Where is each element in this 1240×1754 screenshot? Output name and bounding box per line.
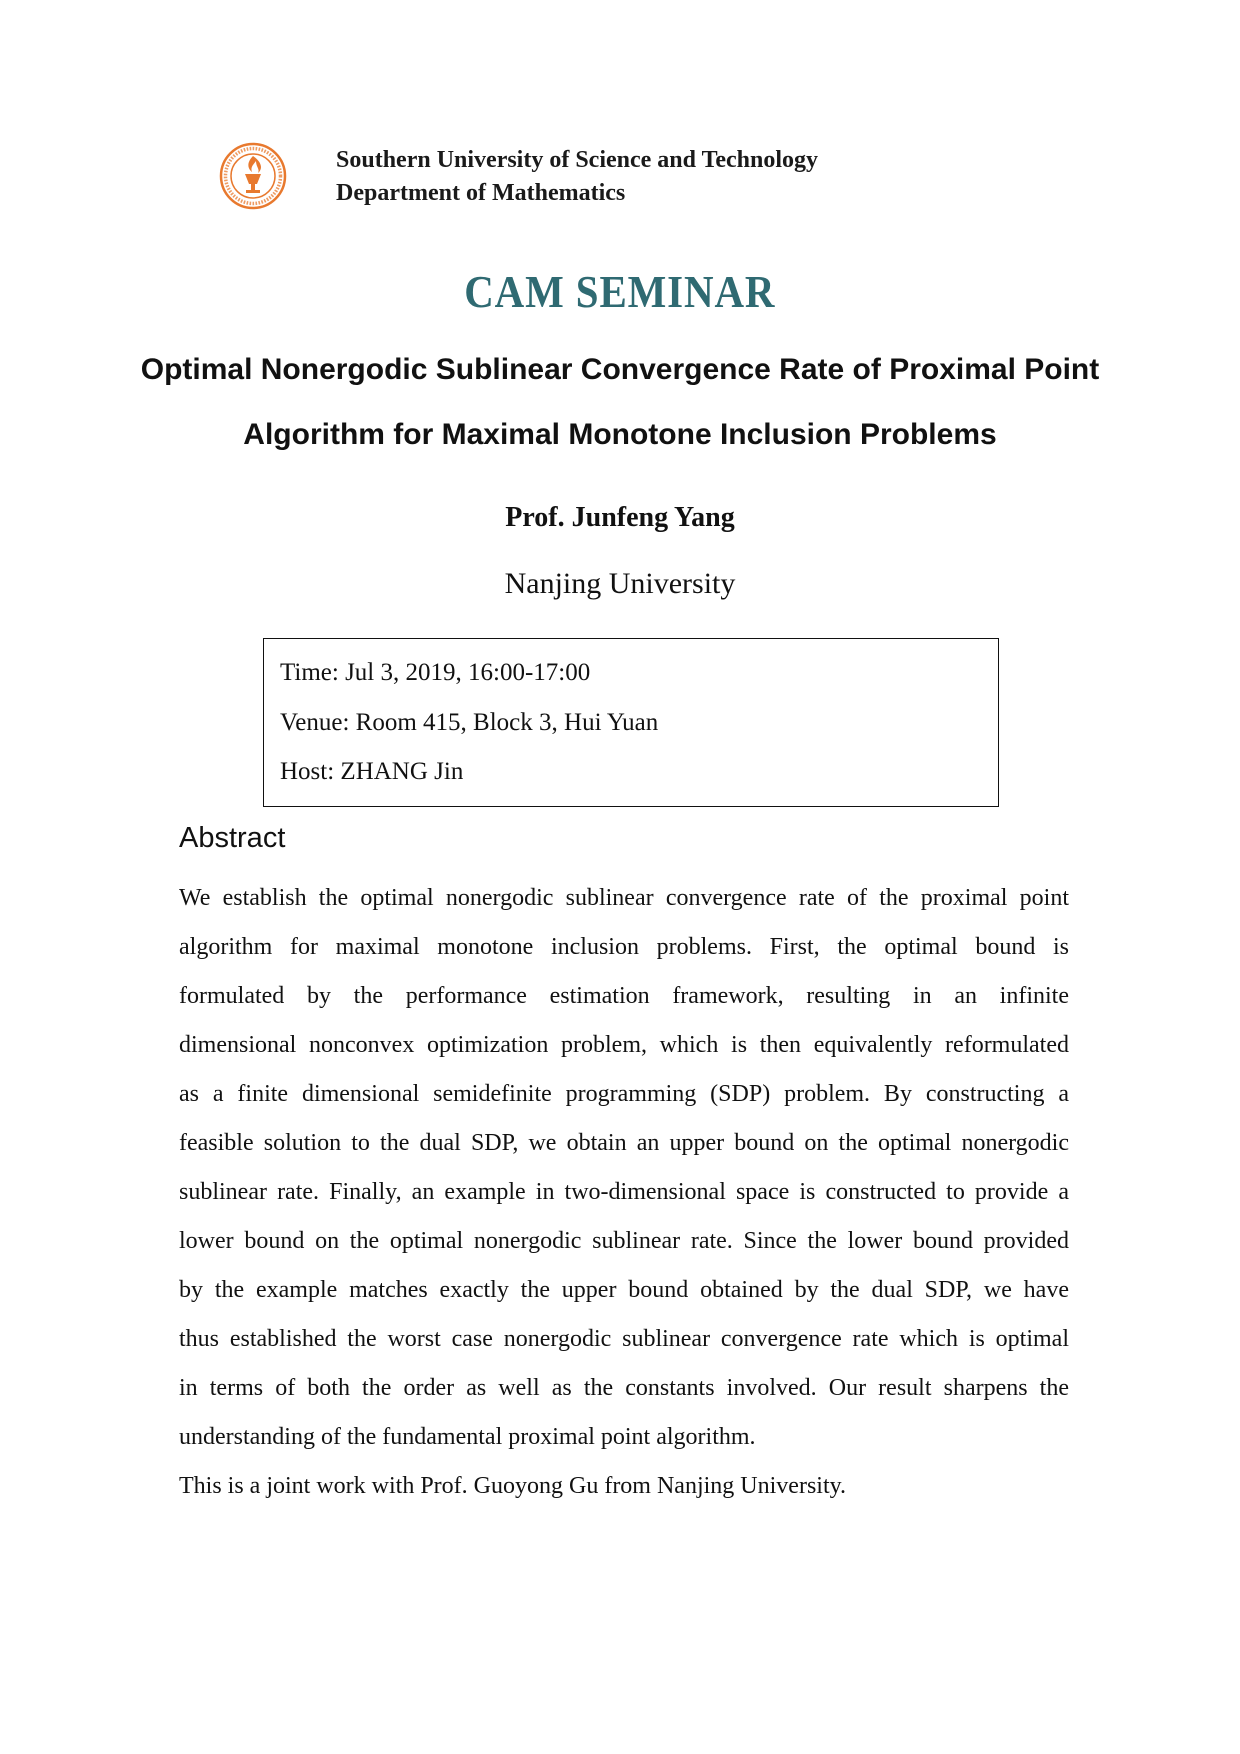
abstract-line: formulated by the performance estimation framework, resulting in an infinite [179, 983, 1069, 1009]
event-details-box [263, 638, 999, 807]
talk-title-line: Algorithm for Maximal Monotone Inclusion Problems [243, 418, 997, 451]
seminar-series-label: CAM SEMINAR [464, 266, 776, 317]
abstract-line: dimensional nonconvex optimization problem, which is then equivalently reformulated [179, 1032, 1069, 1058]
abstract-line: in terms of both the order as well as the constants involved. Our result sharpens the [179, 1375, 1069, 1401]
speaker-name: Prof. Junfeng Yang [505, 502, 735, 533]
institution-name: Southern University of Science and Technology [336, 147, 819, 173]
department-name: Department of Mathematics [336, 180, 626, 206]
abstract-line: sublinear rate. Finally, an example in two-dimensional space is constructed to provide a [179, 1179, 1069, 1205]
event-time: Time: Jul 3, 2019, 16:00-17:00 [280, 659, 591, 686]
event-venue: Venue: Room 415, Block 3, Hui Yuan [280, 708, 659, 736]
abstract-line: as a finite dimensional semidefinite programming (SDP) problem. By constructing a [179, 1081, 1069, 1107]
abstract-note: This is a joint work with Prof. Guoyong Gu from Nanjing University. [179, 1473, 847, 1499]
abstract-heading: Abstract [179, 822, 286, 854]
abstract-line: understanding of the fundamental proximal point algorithm. [179, 1424, 756, 1450]
abstract-line: thus established the worst case nonergodic sublinear convergence rate which is optimal [179, 1326, 1069, 1352]
university-logo-icon [219, 142, 287, 210]
abstract-line: by the example matches exactly the upper bound obtained by the dual SDP, we have [179, 1277, 1069, 1303]
abstract-line: We establish the optimal nonergodic sublinear convergence rate of the proximal point [179, 885, 1069, 911]
speaker-affiliation: Nanjing University [504, 567, 736, 600]
event-host: Host: ZHANG Jin [280, 758, 464, 785]
abstract-line: lower bound on the optimal nonergodic sublinear rate. Since the lower bound provided [179, 1228, 1069, 1254]
abstract-line: algorithm for maximal monotone inclusion problems. First, the optimal bound is [179, 934, 1069, 960]
seminar-series [0, 266, 1240, 318]
abstract-line: feasible solution to the dual SDP, we obtain an upper bound on the optimal nonergodic [179, 1130, 1069, 1156]
university-logo [219, 142, 287, 210]
talk-title-line: Optimal Nonergodic Sublinear Convergence Rate of Proximal Point [140, 353, 1100, 386]
